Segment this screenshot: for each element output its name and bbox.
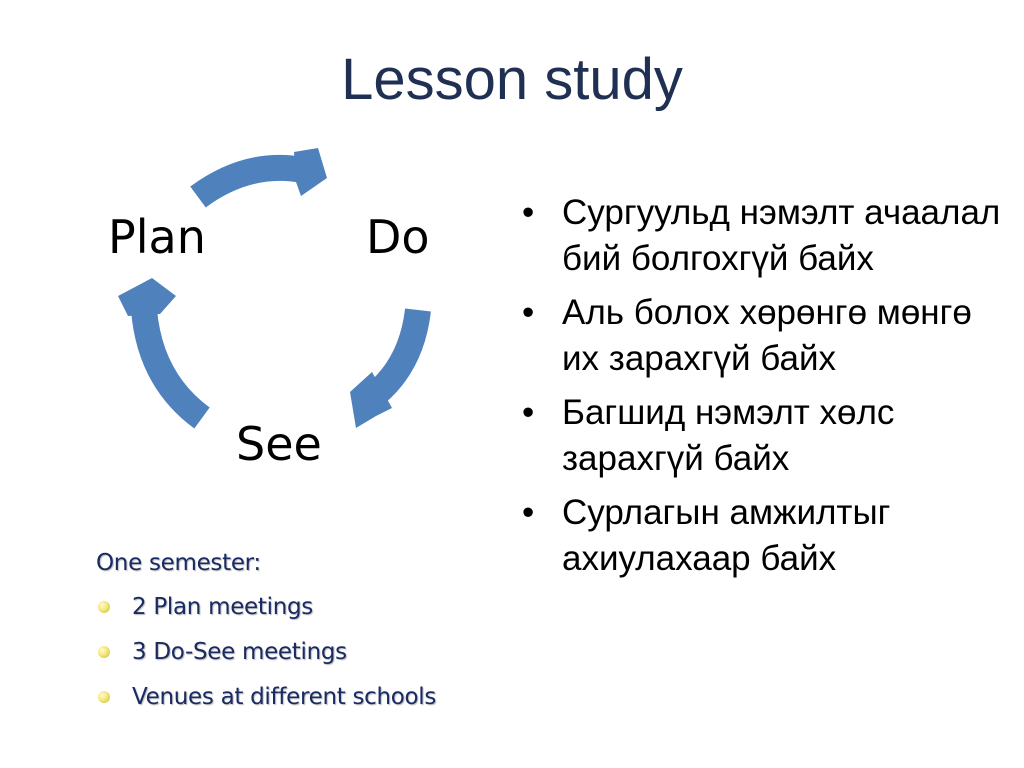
bullet-marker: • — [522, 293, 535, 332]
bullet-item — [518, 490, 1008, 582]
arrow-plan-to-do — [198, 148, 327, 197]
semester-notes — [96, 546, 436, 725]
semester-item — [96, 680, 436, 714]
bullet-list — [518, 190, 1008, 590]
bullet-item — [518, 290, 1008, 382]
arrow-see-to-plan — [118, 278, 202, 418]
bullet-item — [518, 390, 1008, 482]
bullet-text: Багшид нэмэлт хөлс зарахгүй байх — [562, 393, 895, 478]
bullet-text: Аль болох хөрөнгө мөнгө их зарахгүй байх — [562, 293, 972, 378]
slide-title: Lesson study — [341, 47, 683, 112]
cycle-label-see: See — [236, 417, 322, 471]
arrow-do-to-see — [350, 310, 418, 428]
bullet-marker: • — [522, 393, 535, 432]
bullet-icon — [98, 646, 110, 658]
semester-item-text: Venues at different schools — [132, 684, 437, 710]
cycle-label-do: Do — [366, 210, 430, 264]
bullet-icon — [98, 691, 110, 703]
bullet-text: Сургуульд нэмэлт ачаалал бий болгохгүй байх — [562, 193, 1001, 278]
bullet-marker: • — [522, 193, 535, 232]
semester-item — [96, 590, 436, 624]
semester-item-text: 2 Plan meetings — [132, 594, 313, 620]
cycle-label-plan: Plan — [108, 210, 206, 264]
bullet-icon — [98, 601, 110, 613]
bullet-item — [518, 190, 1008, 282]
semester-heading: One semester: — [96, 550, 261, 576]
bullet-marker: • — [522, 493, 535, 532]
semester-item — [96, 635, 436, 669]
bullet-text: Сурлагын амжилтыг ахиулахаар байх — [562, 493, 891, 578]
semester-item-text: 3 Do-See meetings — [132, 639, 347, 665]
